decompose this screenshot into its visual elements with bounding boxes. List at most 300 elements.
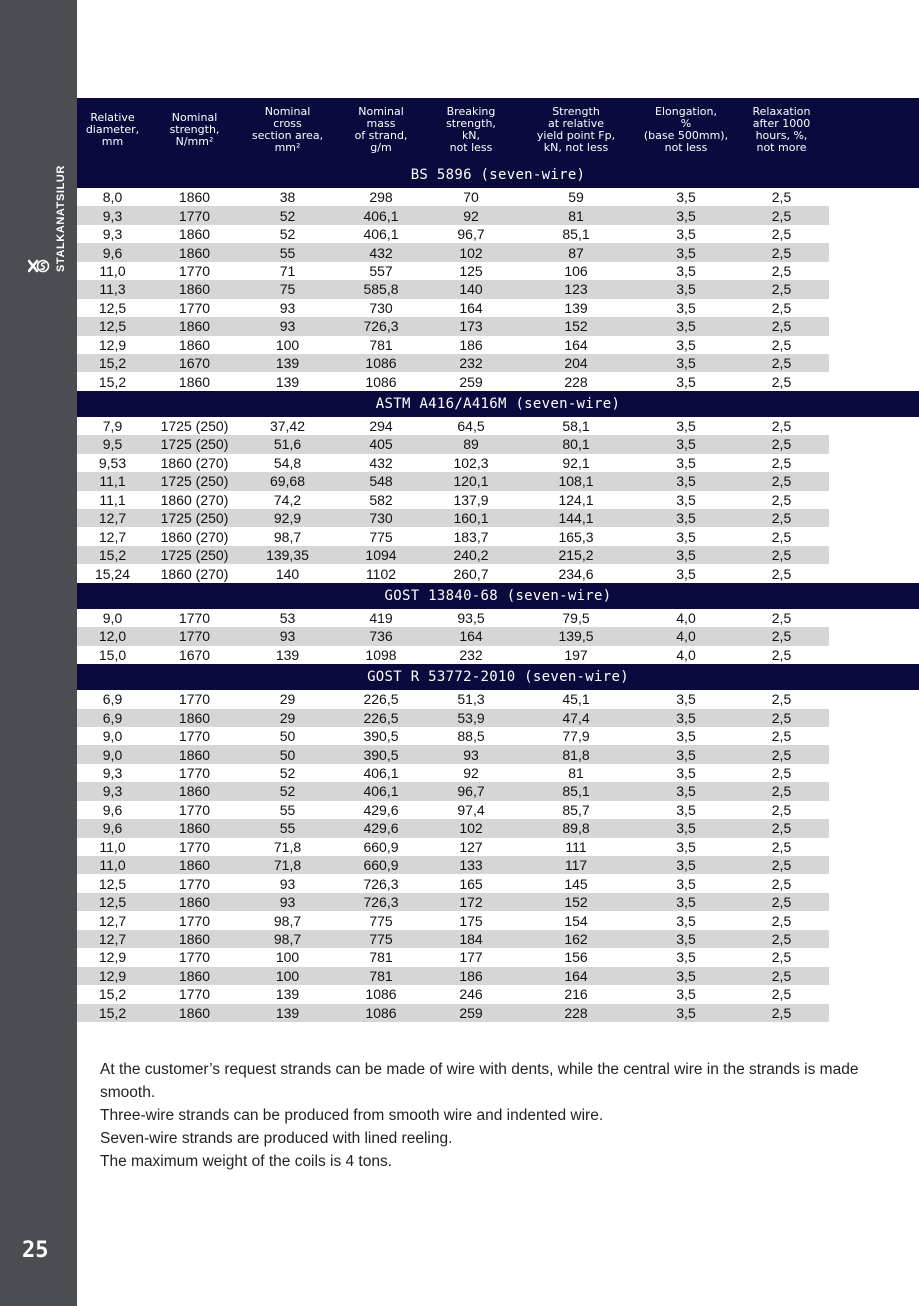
table-cell: 548 (334, 472, 428, 490)
table-cell: 139 (241, 1004, 334, 1022)
table-cell: 3,5 (638, 709, 734, 727)
table-cell: 102,3 (453, 454, 489, 471)
table-cell: 2,5 (734, 546, 829, 564)
table-cell: 1860 (178, 226, 211, 243)
table-cell: 55 (241, 819, 334, 837)
column-header-strength-at-yield-point (514, 98, 638, 162)
table-cell: 96,7 (428, 782, 514, 800)
table-cell: 2,5 (771, 336, 792, 353)
section-title: BS 5896 (seven-wire) (77, 162, 919, 188)
section-title: GOST R 53772-2010 (seven-wire) (77, 664, 919, 690)
table-cell: 3,5 (676, 765, 696, 782)
column-header-line: not less (664, 141, 708, 154)
table-cell: 1770 (178, 875, 211, 892)
column-header-line: % (680, 117, 692, 130)
table-cell: 98,7 (273, 528, 302, 545)
table-cell: 75 (241, 280, 334, 298)
table-row (77, 336, 919, 354)
table-cell: 1860 (178, 373, 211, 390)
note-paragraph: At the customer’s request strands can be made of wire with dents, while the central wire in the strands is made smooth. (100, 1061, 859, 1101)
table-row (77, 609, 919, 627)
table-cell: 2,5 (771, 528, 792, 545)
table-cell: 186 (459, 336, 483, 353)
table-cell: 12,5 (77, 317, 148, 335)
table-cell: 15,2 (77, 1004, 148, 1022)
table-cell-spacer (829, 527, 919, 545)
table-cell: 173 (428, 317, 514, 335)
table-cell: 85,1 (562, 226, 590, 243)
table-cell: 2,5 (771, 801, 792, 818)
table-cell: 1770 (178, 609, 211, 626)
table-cell: 226,5 (363, 691, 399, 708)
table-cell: 12,0 (77, 627, 148, 645)
table-cell: 140 (275, 565, 300, 582)
table-cell: 234,6 (558, 565, 594, 582)
table-cell: 9,53 (98, 454, 127, 471)
table-cell-spacer (829, 299, 919, 317)
table-cell: 102 (428, 819, 514, 837)
table-cell: 165,3 (558, 528, 594, 545)
table-cell: 1860 (270) (160, 565, 229, 582)
table-cell: 2,5 (771, 609, 792, 626)
column-header-spacer (829, 98, 919, 162)
table-row (77, 509, 919, 527)
table-cell: 1770 (178, 801, 211, 818)
table-cell: 246 (459, 986, 483, 1003)
table-cell: 1860 (148, 782, 241, 800)
table-cell: 123 (514, 280, 638, 298)
table-cell: 2,5 (734, 893, 829, 911)
table-cell: 1860 (270) (160, 491, 229, 508)
table-cell: 139 (275, 646, 300, 663)
table-cell: 53,9 (428, 709, 514, 727)
table-cell: 102 (428, 243, 514, 261)
table-cell: 89 (428, 435, 514, 453)
table-row (77, 1004, 919, 1022)
table-cell: 177 (459, 949, 483, 966)
table-cell: 4,0 (638, 627, 734, 645)
table-cell: 12,7 (98, 912, 127, 929)
section-title: GOST 13840-68 (seven-wire) (77, 583, 919, 609)
table-cell: 15,24 (94, 565, 131, 582)
table-cell: 1670 (178, 646, 211, 663)
specification-table (77, 98, 919, 1022)
table-cell: 3,5 (676, 189, 696, 206)
table-cell: 12,5 (77, 893, 148, 911)
table-cell: 2,5 (771, 226, 792, 243)
table-cell: 11,0 (99, 262, 126, 279)
table-cell: 1860 (178, 189, 211, 206)
table-cell: 3,5 (676, 949, 696, 966)
table-cell: 93 (279, 875, 296, 892)
table-cell: 1670 (148, 354, 241, 372)
column-header-line: at relative (547, 117, 605, 130)
column-header-line: not more (756, 141, 807, 154)
table-cell: 3,5 (676, 336, 696, 353)
table-cell-spacer (829, 911, 919, 929)
table-cell-spacer (829, 782, 919, 800)
table-cell: 79,5 (562, 609, 590, 626)
table-cell: 11,0 (77, 856, 148, 874)
table-cell: 12,9 (98, 336, 127, 353)
table-cell: 3,5 (638, 280, 734, 298)
table-cell: 228 (564, 373, 588, 390)
table-cell: 1086 (365, 373, 397, 390)
table-cell: 2,5 (771, 875, 792, 892)
table-row (77, 985, 919, 1003)
table-row (77, 454, 919, 472)
table-cell: 139 (275, 986, 300, 1003)
table-cell: 1860 (148, 243, 241, 261)
table-cell: 3,5 (676, 986, 696, 1003)
table-cell: 1098 (365, 646, 397, 663)
table-cell: 9,0 (77, 745, 148, 763)
table-cell: 133 (428, 856, 514, 874)
table-cell: 12,7 (77, 509, 148, 527)
table-cell: 3,5 (638, 317, 734, 335)
table-cell: 100 (241, 967, 334, 985)
table-cell: 2,5 (734, 354, 829, 372)
table-cell: 93 (241, 893, 334, 911)
table-cell: 59 (568, 189, 584, 206)
column-header-relaxation (734, 98, 829, 162)
table-cell-spacer (829, 1004, 919, 1022)
table-row (77, 564, 919, 582)
column-header-line: N/mm² (175, 135, 214, 148)
table-cell: 164 (514, 967, 638, 985)
table-cell: 1725 (250) (160, 418, 229, 435)
table-cell: 81 (568, 765, 584, 782)
table-cell: 294 (369, 418, 393, 435)
table-cell: 1860 (148, 280, 241, 298)
table-cell: 9,0 (102, 728, 123, 745)
column-header-line: diameter, (85, 123, 140, 136)
note-paragraph: Three-wire strands can be produced from smooth wire and indented wire. (100, 1107, 604, 1124)
table-cell: 52 (241, 782, 334, 800)
column-header-line: (base 500mm), (643, 129, 729, 142)
table-cell: 139 (275, 373, 300, 390)
table-cell: 85,1 (514, 782, 638, 800)
table-cell: 64,5 (457, 418, 485, 435)
notes (100, 1058, 900, 1173)
table-cell-spacer (829, 819, 919, 837)
table-cell: 9,5 (77, 435, 148, 453)
table-row (77, 280, 919, 298)
table-cell: 164 (428, 627, 514, 645)
table-cell-spacer (829, 856, 919, 874)
table-cell: 152 (514, 317, 638, 335)
column-header-breaking-strength (428, 98, 514, 162)
table-cell: 15,2 (77, 546, 148, 564)
column-header-nominal-strength (148, 98, 241, 162)
table-cell: 3,5 (676, 454, 696, 471)
table-cell: 3,5 (638, 206, 734, 224)
note-paragraph: The maximum weight of the coils is 4 tons. (100, 1153, 393, 1170)
table-row (77, 491, 919, 509)
column-header-line: hours, %, (755, 129, 808, 142)
table-cell: 9,6 (77, 243, 148, 261)
table-cell: 260,7 (453, 565, 489, 582)
table-row (77, 472, 919, 490)
table-cell: 2,5 (734, 206, 829, 224)
column-header-line: after 1000 (752, 117, 811, 130)
note-paragraph: Seven-wire strands are produced with lined reeling. (100, 1130, 453, 1147)
table-cell: 1770 (148, 627, 241, 645)
table-cell: 164 (564, 336, 588, 353)
table-row (77, 893, 919, 911)
table-cell: 775 (369, 912, 393, 929)
table-cell: 4,0 (676, 646, 696, 663)
table-cell: 736 (334, 627, 428, 645)
table-row (77, 417, 919, 435)
table-cell: 197 (564, 646, 588, 663)
table-row (77, 948, 919, 966)
table-cell: 71,8 (273, 838, 302, 855)
section-header-row (77, 162, 919, 188)
table-cell: 93 (279, 299, 296, 316)
table-cell: 50 (241, 745, 334, 763)
table-cell: 3,5 (638, 967, 734, 985)
table-cell: 585,8 (334, 280, 428, 298)
table-cell: 1770 (178, 986, 211, 1003)
table-cell-spacer (829, 764, 919, 782)
table-row (77, 206, 919, 224)
table-cell: 1770 (178, 912, 211, 929)
table-cell: 730 (334, 509, 428, 527)
table-cell-spacer (829, 262, 919, 280)
table-cell: 2,5 (734, 856, 829, 874)
table-cell-spacer (829, 709, 919, 727)
column-header-line: Nominal (358, 105, 404, 118)
table-cell: 2,5 (734, 745, 829, 763)
table-cell: 71,8 (241, 856, 334, 874)
table-cell: 52 (279, 226, 296, 243)
column-header-line: of strand, (354, 129, 408, 142)
table-cell: 2,5 (734, 782, 829, 800)
table-cell: 1770 (178, 728, 211, 745)
table-cell: 1860 (178, 336, 211, 353)
table-cell: 87 (514, 243, 638, 261)
table-cell: 390,5 (363, 728, 399, 745)
table-cell: 1102 (365, 565, 397, 582)
table-cell: 3,5 (676, 691, 696, 708)
table-cell: 88,5 (457, 728, 485, 745)
table-cell: 240,2 (428, 546, 514, 564)
table-cell: 3,5 (676, 565, 696, 582)
table-cell-spacer (829, 491, 919, 509)
table-row (77, 299, 919, 317)
table-cell: 2,5 (771, 491, 792, 508)
table-cell: 405 (334, 435, 428, 453)
table-cell-spacer (829, 454, 919, 472)
table-cell: 226,5 (334, 709, 428, 727)
table-cell: 120,1 (428, 472, 514, 490)
table-cell: 1770 (178, 262, 211, 279)
table-cell: 2,5 (734, 1004, 829, 1022)
table-row (77, 225, 919, 243)
table-cell: 100 (275, 336, 300, 353)
table-cell: 2,5 (771, 565, 792, 582)
table-cell: 9,6 (77, 819, 148, 837)
table-cell: 93 (428, 745, 514, 763)
table-cell-spacer (829, 801, 919, 819)
table-cell: 98,7 (273, 912, 302, 929)
table-cell: 7,9 (102, 418, 123, 435)
table-cell-spacer (829, 225, 919, 243)
table-cell: 582 (369, 491, 393, 508)
table-cell: 124,1 (558, 491, 594, 508)
table-row (77, 317, 919, 335)
table-cell-spacer (829, 690, 919, 708)
table-cell: 3,5 (638, 546, 734, 564)
table-cell: 47,4 (514, 709, 638, 727)
column-header-line: Breaking (446, 105, 496, 118)
table-cell: 15,0 (98, 646, 127, 663)
table-cell: 144,1 (514, 509, 638, 527)
table-cell: 52 (279, 765, 296, 782)
table-cell: 781 (369, 336, 393, 353)
table-cell: 432 (369, 454, 393, 471)
table-cell: 140 (428, 280, 514, 298)
table-cell: 3,5 (638, 745, 734, 763)
table-cell: 2,5 (771, 728, 792, 745)
table-cell: 419 (369, 609, 393, 626)
table-cell-spacer (829, 967, 919, 985)
table-cell: 125 (459, 262, 483, 279)
table-cell: 51,3 (457, 691, 485, 708)
column-header-line: cross (273, 117, 302, 130)
table-row (77, 838, 919, 856)
table-cell: 1770 (148, 206, 241, 224)
table-cell: 3,5 (638, 435, 734, 453)
table-cell: 1860 (148, 709, 241, 727)
table-row (77, 874, 919, 892)
section-header-row (77, 664, 919, 690)
table-cell: 172 (428, 893, 514, 911)
table-row (77, 546, 919, 564)
table-cell: 9,0 (102, 609, 123, 626)
table-cell: 2,5 (734, 930, 829, 948)
table-cell: 186 (428, 967, 514, 985)
table-cell: 45,1 (562, 691, 590, 708)
table-row (77, 262, 919, 280)
table-cell: 139 (564, 299, 588, 316)
table-cell: 1860 (148, 819, 241, 837)
table-cell: 92,1 (562, 454, 590, 471)
brand-logo-icon (28, 258, 50, 274)
table-cell: 660,9 (363, 838, 399, 855)
table-cell: 77,9 (562, 728, 590, 745)
table-cell-spacer (829, 874, 919, 892)
table-cell: 3,5 (638, 782, 734, 800)
table-cell: 3,5 (638, 930, 734, 948)
table-cell: 1860 (270) (160, 528, 229, 545)
table-cell: 29 (241, 709, 334, 727)
table-cell: 15,2 (98, 986, 127, 1003)
table-cell: 137,9 (453, 491, 489, 508)
column-header-line: kN, (461, 129, 481, 142)
table-cell: 232 (459, 646, 483, 663)
table-cell: 3,5 (638, 243, 734, 261)
table-cell: 1725 (250) (148, 472, 241, 490)
table-cell: 52 (241, 206, 334, 224)
table-cell: 2,5 (734, 967, 829, 985)
table-cell: 97,4 (457, 801, 485, 818)
table-cell: 2,5 (734, 819, 829, 837)
table-row (77, 764, 919, 782)
column-header-elongation (638, 98, 734, 162)
table-cell: 160,1 (428, 509, 514, 527)
table-cell: 3,5 (638, 509, 734, 527)
table-cell: 12,5 (98, 299, 127, 316)
table-cell: 2,5 (771, 646, 792, 663)
brand (8, 165, 68, 372)
table-cell: 152 (514, 893, 638, 911)
table-cell-spacer (829, 838, 919, 856)
table-cell: 53 (279, 609, 296, 626)
table-row (77, 745, 919, 763)
table-cell: 139 (241, 354, 334, 372)
table-cell: 2,5 (734, 435, 829, 453)
table-cell: 781 (369, 949, 393, 966)
table-cell: 93 (241, 317, 334, 335)
table-cell-spacer (829, 354, 919, 372)
table-cell: 2,5 (771, 765, 792, 782)
table-cell: 1860 (148, 1004, 241, 1022)
table-cell: 184 (428, 930, 514, 948)
table-cell: 215,2 (514, 546, 638, 564)
column-header-line: Nominal (171, 111, 218, 124)
table-cell: 11,1 (99, 491, 126, 508)
table-cell: 12,7 (98, 528, 127, 545)
table-cell: 432 (334, 243, 428, 261)
table-cell: 3,5 (638, 354, 734, 372)
column-header-line: mass (366, 117, 396, 130)
column-header-relative-diameter (77, 98, 148, 162)
table-cell: 71 (279, 262, 296, 279)
table-cell: 139,5 (514, 627, 638, 645)
table-cell: 3,5 (638, 819, 734, 837)
table-cell: 154 (564, 912, 588, 929)
column-header-line: Strength (552, 105, 600, 118)
table-cell: 9,6 (102, 801, 123, 818)
table-cell: 8,0 (102, 189, 123, 206)
table-cell: 3,5 (676, 262, 696, 279)
table-cell: 2,5 (771, 299, 792, 316)
table-cell: 12,9 (77, 967, 148, 985)
table-cell: 1860 (148, 893, 241, 911)
table-cell: 15,2 (98, 373, 127, 390)
table-cell: 1770 (178, 949, 211, 966)
table-cell: 3,5 (676, 528, 696, 545)
table-cell: 216 (564, 986, 588, 1003)
table-cell: 775 (369, 528, 393, 545)
table-row (77, 646, 919, 664)
table-cell: 6,9 (77, 709, 148, 727)
table-cell: 54,8 (273, 454, 302, 471)
table-cell: 3,5 (676, 418, 696, 435)
table-cell: 9,3 (77, 782, 148, 800)
table-cell: 2,5 (771, 838, 792, 855)
table-cell: 2,5 (771, 986, 792, 1003)
table-row (77, 527, 919, 545)
table-cell-spacer (829, 646, 919, 664)
table-cell: 89,8 (514, 819, 638, 837)
column-header-nominal-cross-section-area (241, 98, 334, 162)
table-cell: 96,7 (457, 226, 485, 243)
table-cell: 406,1 (363, 226, 399, 243)
table-cell: 175 (459, 912, 483, 929)
